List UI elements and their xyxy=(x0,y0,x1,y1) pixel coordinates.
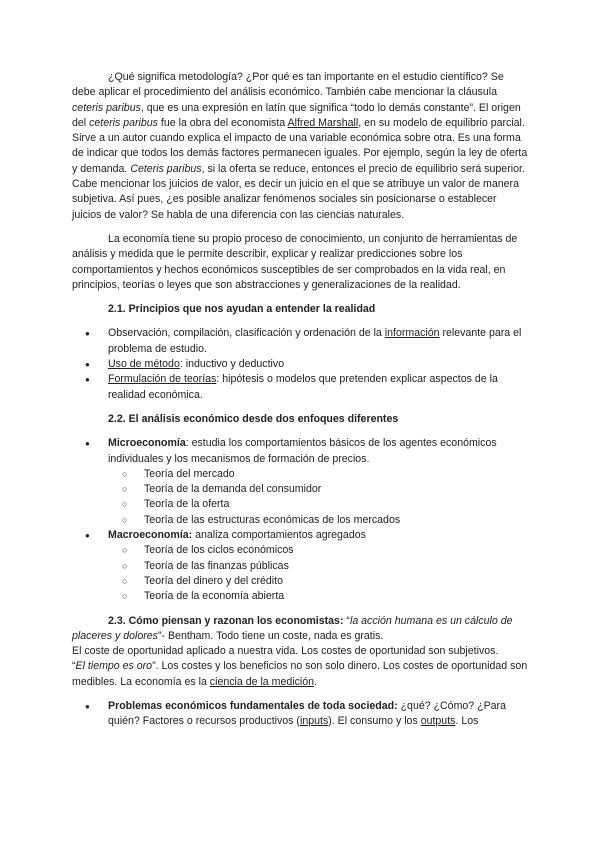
intro-text: , si la oferta se reduce, entonces el precio de equilibrio será superior. Cabe mencionar los juicios de valor, es decir un juicio en el que se atribuye un valor de manera subjetiva. Así pues, ¿es posible analizar fenómenos sociales sin posicionarse o establecer juicios de valor? Se habla de una diferencia con las ciencias naturales. xyxy=(72,162,525,221)
formulacion-teorias-link[interactable]: Formulación de teorías xyxy=(108,373,217,386)
list-item-micro xyxy=(72,436,528,528)
sublist-item: ○ Teoría de la demanda del consumidor xyxy=(72,482,528,497)
intro-text: fue la obra del economista xyxy=(157,116,288,129)
bentham-quote: la acción humana es un cálculo de placeres y dolores xyxy=(72,614,513,642)
uso-de-metodo-link[interactable]: Uso de método xyxy=(108,358,180,371)
micro-label: Microeconomía xyxy=(108,437,186,450)
list-item-text: . Los xyxy=(455,715,479,728)
line-text: . xyxy=(314,675,317,688)
list-item-text: : estudia los comportamientos básicos de los agentes económicos individuales y los mecanismos de formación de precios. xyxy=(108,437,497,465)
informacion-link[interactable]: información xyxy=(384,327,440,340)
inputs-link[interactable]: inputs xyxy=(299,715,329,728)
section-2-3-paragraph xyxy=(72,614,528,645)
sublist-item: ○ Teoría del dinero y del crédito xyxy=(72,574,528,589)
intro-italic: Ceteris paribus xyxy=(130,162,202,175)
list-item xyxy=(72,372,528,403)
sublist-item: ○ Teoría del mercado xyxy=(72,467,528,482)
section-heading-2-2: 2.2. El análisis económico desde dos enfoques diferentes xyxy=(108,412,399,425)
marshall-link[interactable]: Alfred Marshall xyxy=(287,116,359,129)
intro-text: ¿Qué significa metodología? ¿Por qué es tan importante en el estudio científico? Se debe aplicar el procedimiento del análisis económico. También cabe mencionar la cláusula xyxy=(72,71,504,99)
list-item-text: Observación, compilación, clasificación y ordenación de la xyxy=(108,327,385,340)
list-item-text: : inductivo y deductivo xyxy=(179,358,285,371)
list-item-text: : hipótesis o modelos que pretenden explicar aspectos de la realidad económica. xyxy=(108,373,498,401)
list-item xyxy=(72,357,528,372)
list-item xyxy=(72,326,528,357)
section-heading-2-3: 2.3. Cómo piensan y razonan los economistas: xyxy=(108,614,344,627)
list-item-text: analiza comportamientos agregados xyxy=(192,529,366,542)
sublist-item: ○ Teoría de las estructuras económicas de los mercados xyxy=(72,513,528,528)
macro-sublist xyxy=(108,543,528,604)
intro-text: , en su modelo de equilibrio parcial. Sirve a un autor cuando explica el impacto de una variable económica sobre otra. Es una forma de indicar que todos los demás factores permanecen iguales. Por ejemplo, según la ley de oferta y demanda. xyxy=(72,116,528,175)
intro-italic: ceteris paribus xyxy=(89,116,158,129)
ciencia-medicion-link[interactable]: ciencia de la medición xyxy=(209,675,315,688)
sublist-item: ○ Teoría de los ciclos económicos xyxy=(72,543,528,558)
intro-italic: ceteris paribus xyxy=(72,101,141,114)
macro-label: Macroeconomía: xyxy=(108,529,193,542)
section-heading-2-1: 2.1. Principios que nos ayudan a entender la realidad xyxy=(108,303,376,316)
principles-list xyxy=(72,326,528,402)
sublist-item: ○ Teoría de las finanzas públicas xyxy=(72,559,528,574)
opportunity-cost-line: El coste de oportunidad aplicado a nuestra vida. Los costes de oportunidad son subjetivos. xyxy=(72,645,499,658)
line-text: “ xyxy=(72,660,76,673)
quote-text: “ xyxy=(343,614,350,627)
sublist-item: ○ Teoría de la oferta xyxy=(72,497,528,512)
approaches-list xyxy=(72,436,528,604)
sublist-item: ○ Teoría de la economía abierta xyxy=(72,589,528,604)
problems-label: Problemas económicos fundamentales de toda sociedad: xyxy=(108,699,398,712)
economy-paragraph: La economía tiene su propio proceso de conocimiento, un conjunto de herramientas de análisis y medida que le permite describir, explicar y realizar predicciones sobre los comportamientos y hechos económicos susceptibles de ser comprobados en la vida real, en principios, teorías o leyes que son abstracciones y generalizaciones de la realidad. xyxy=(72,232,518,291)
problems-list xyxy=(72,699,528,730)
time-money-line xyxy=(72,659,528,690)
outputs-link[interactable]: outputs xyxy=(420,715,456,728)
list-item xyxy=(72,699,528,730)
tiempo-oro-italic: El tiempo es oro xyxy=(75,660,153,673)
line-text: ”. Los costes y los beneficios no son solo dinero. Los costes de oportunidad son medibles. La economía es la xyxy=(72,660,528,688)
micro-sublist xyxy=(108,467,528,528)
document-body xyxy=(72,70,528,730)
list-item-text: relevante para el problema de estudio. xyxy=(108,327,522,355)
list-item-text: ). El consumo y los xyxy=(328,715,421,728)
intro-text: , que es una expresión en latín que significa “todo lo demás constante”. El origen del xyxy=(72,101,521,129)
list-item-macro xyxy=(72,528,528,604)
list-item-text: ¿qué? ¿Cómo? ¿Para quién? Factores o recursos productivos ( xyxy=(108,699,506,728)
intro-paragraph xyxy=(72,70,528,223)
quote-text: ”- Bentham. Todo tiene un coste, nada es gratis. xyxy=(157,629,384,642)
